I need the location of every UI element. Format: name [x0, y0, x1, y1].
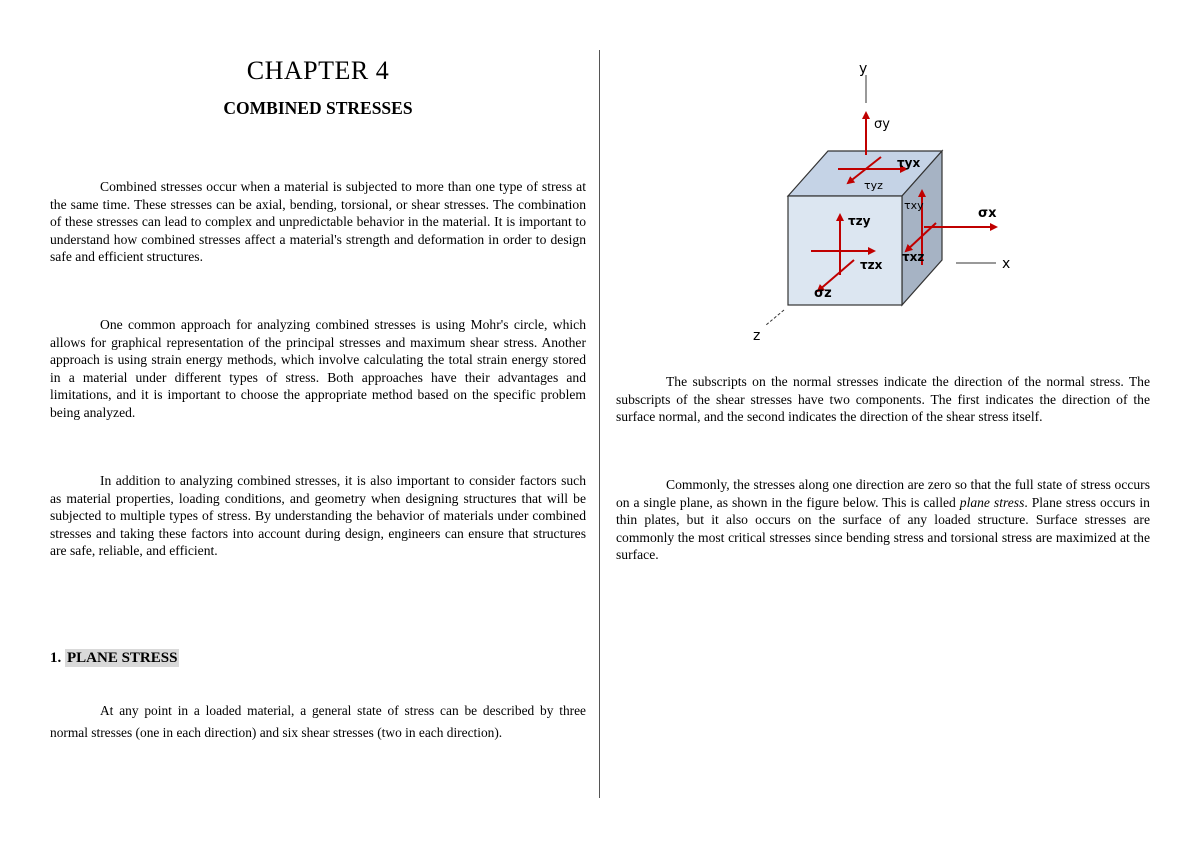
plane-stress-text-1: Commonly, the stresses along one direction are zero so that the full state of stress occurs on a single plane, as shown in the figure below. This is called — [616, 477, 1150, 510]
tau-zy-label: τzy — [848, 214, 871, 228]
tau-xz-label: τxz — [902, 250, 925, 264]
plane-stress-term: plane stress — [959, 494, 1025, 510]
sigma-x-label: σx — [978, 206, 997, 221]
plane-stress-description — [616, 476, 1150, 564]
section-number: 1. — [50, 650, 62, 666]
stress-element-figure — [753, 55, 1176, 355]
y-axis-label: y — [859, 61, 868, 77]
sigma-z-label: σz — [814, 286, 832, 301]
sigma-y-label: σy — [874, 117, 890, 132]
tau-yx-label: τyx — [897, 156, 921, 170]
column-divider — [599, 50, 600, 798]
x-axis-label: x — [1002, 256, 1011, 272]
approach-paragraph: One common approach for analyzing combined stresses is using Mohr's circle, which allows for graphical representation of the principal stresses and maximum shear stress. Another approach is using strain energy methods, which involve calculating the total strain energy stored in a material under different types of stress. Both approaches have their advantages and limitations, and it is important to choose the appropriate method based on the specific problem being analyzed. — [50, 317, 586, 420]
z-axis-label: z — [753, 328, 761, 344]
chapter-title: COMBINED STRESSES — [223, 98, 413, 118]
tau-xy-label: τxy — [904, 199, 924, 212]
tau-yz-label: τyz — [864, 179, 883, 192]
section-heading — [50, 650, 179, 667]
plane-stress-paragraph: At any point in a loaded material, a general state of stress can be described by three normal stresses (one in each direction) and six shear stresses (two in each direction). — [50, 703, 586, 740]
plane-stress-text-2: . Plane stress occurs in thin plates, but it also occurs on the surface of any loaded structure. Surface stresses are commonly the most critical stresses since bending stress and torsional stress are maximized at the surface. — [616, 494, 1150, 563]
section-title: PLANE STRESS — [67, 650, 178, 666]
subscripts-paragraph: The subscripts on the normal stresses indicate the direction of the normal stress. The subscripts of the shear stresses have two components. The first indicates the direction of the surface normal, and the second indicates the direction of the shear stress itself. — [616, 374, 1150, 425]
chapter-number: CHAPTER 4 — [246, 56, 390, 85]
tau-zx-label: τzx — [860, 258, 883, 272]
factors-paragraph: In addition to analyzing combined stresses, it is also important to consider factors such as material properties, loading conditions, and geometry when designing structures that will be subjected to multiple types of stress. By understanding the behavior of materials under combined stresses and taking these factors into account during design, engineers can ensure that structures are safe, reliable, and efficient. — [50, 473, 586, 559]
z-axis-line — [766, 310, 784, 325]
intro-paragraph: Combined stresses occur when a material is subjected to more than one type of stress at the same time. These stresses can be axial, bending, torsional, or shear stresses. The combination of these stresses can lead to complex and unpredictable behavior in the material. It is important to understand how combined stresses affect a material's strength and deformation in order to design safe and efficient structures. — [50, 179, 586, 265]
